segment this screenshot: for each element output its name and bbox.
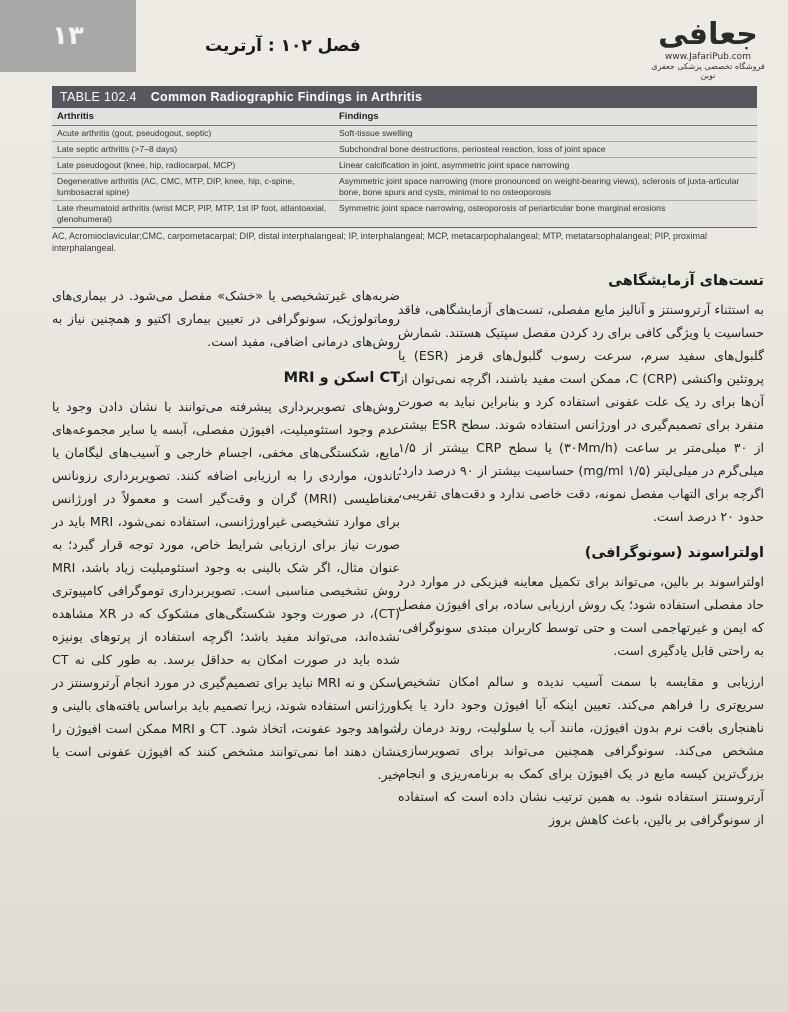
continuation-paragraph: ضربه‌های غیرتشخیصی یا «خشک» مفصل می‌شود. در بیماری‌های روماتولوژیک، سونوگرافی در تعیین بیماری اکتیو و همچنین نیاز به روش‌های درمانی اضافی، مفید است. (52, 288, 400, 349)
table-header-row (52, 108, 757, 126)
table-row (52, 201, 757, 228)
table-cell: Subchondral bone destructions, periosteal reaction, loss of joint space (334, 142, 757, 158)
table-row (52, 126, 757, 142)
table-cell: Late septic arthritis (>7–8 days) (52, 142, 334, 158)
ultrasound-paragraph-2: ارزیابی و مقایسه با سمت آسیب ندیده و سالم امکان تشخیص سریع‌تری را فراهم می‌کند. تعیین اینکه آیا افیوژن وجود دارد یا یک ناهنجاری بافت نرم بدون افیوژن، مانند آب یا سلولیت، روند درمان را مشخص می‌کند. سونوگرافی همچنین می‌تواند برای تصویرسازی بزرگ‌ترین کیسه مایع در یک افیوژن برای کمک به برنامه‌ریزی و انجام آرتروسنتز استفاده شود. به همین ترتیب نشان داده است که استفاده از سونوگرافی بر بالین، باعث کاهش بروز (398, 674, 764, 827)
ultrasound-heading: اولتراسوند (سونوگرافی) (584, 545, 764, 561)
logo-mark: جعافی (658, 17, 758, 52)
left-column (52, 284, 400, 786)
chapter-title: فصل ۱۰۲ : آرتریت (205, 36, 361, 56)
publisher-logo (648, 18, 768, 80)
ct-mri-paragraph: روش‌های تصویربرداری پیشرفته می‌توانند با نشان دادن وجود یا عدم وجود استئومیلیت، افیوژن مفصلی، آبسه یا سایر مجموعه‌های مایع، شکستگی‌های مخفی، اجسام خارجی و آسیب‌های لیگامان یا تاندون، مواردی را به ارزیابی اضافه کنند. تصویربرداری رزونانس مغناطیسی (MRI) گران و وقت‌گیر است و معمولاً در اورژانس برای موارد تشخیصی غیراورژانسی، استفاده نمی‌شود، MRI باید در صورت نیاز برای ارزیابی شرایط خاص، مورد توجه قرار گیرد؛ به عنوان مثال، اگر شک بالینی به وجود استئومیلیت زیاد باشد، MRI روش تشخیصی مناسبی است. تصویربرداری توموگرافی کامپیوتری (CT)، در صورت وجود شکستگی‌های مشکوک که در XR مشاهده نشده‌اند، می‌تواند مفید باشد؛ اگرچه استفاده از پرتوهای یونیزه شده باید در صورت امکان به حداقل برسد. به طور کلی نه CT اسکن و نه MRI نباید برای تصمیم‌گیری در مورد انجام آرتروسنتز در اورژانس استفاده شوند، زیرا تصمیم باید براساس یافته‌های بالینی و شواهد وجود عفونت، اتخاذ شود. CT و MRI ممکن است افیوژن را نشان دهند اما نمی‌توانند مشخص کنند که افیوژن عفونی است یا خیر. (52, 399, 401, 782)
table-row (52, 174, 757, 201)
table-title: Common Radiographic Findings in Arthritis (150, 90, 423, 104)
table-cell: Symmetric joint space narrowing, osteoporosis of periarticular bone marginal erosions (334, 201, 757, 228)
ct-mri-heading: CT اسکن و MRI (283, 370, 400, 386)
table-row (52, 142, 757, 158)
logo-url: www.JafariPub.com (665, 52, 751, 62)
lab-tests-heading: تست‌های آزمایشگاهی (608, 273, 764, 289)
lab-tests-paragraph: به استثناء آرتروسنتز و آنالیز مایع مفصلی، تست‌های آزمایشگاهی، فاقد حساسیت یا ویژگی کافی برای رد کردن مفصل سپتیک هستند. شمارش گلبول‌های سفید سرم، سرعت رسوب گلبول‌های قرمز (ESR) یا پروتئین واکنشی C (CRP)، ممکن است مفید باشند، اگرچه نمی‌توان از آن‌ها برای رد یک علت عفونی استفاده کرد و بنابراین نباید به صورت منفرد برای تصمیم‌گیری در اورژانس استفاده شوند. سطح ESR بیشتر از ۳۰ میلی‌متر بر ساعت (۳۰Mm/h) یا سطح CRP بیشتر از ۱/۵ میلی‌گرم در میلی‌لیتر (۱/۵ mg/ml) حساسیت بیشتر از ۹۰ درصد دارد؛ اگرچه برای التهاب مفصل نمونه، دقت خاصی ندارد و دقت‌های تقریبی، حدود ۲۰ درصد است. (398, 302, 765, 524)
page-number: ۱۳ (0, 0, 136, 72)
logo-subtitle: فروشگاه تخصصی پزشکی جعفری نوین (651, 62, 765, 80)
right-column (398, 270, 764, 831)
column-header: Arthritis (52, 108, 334, 126)
radiographic-findings-table (52, 86, 757, 228)
table-cell: Late rheumatoid arthritis (wrist MCP, PIP, MTP, 1st IP foot, atlantoaxial, glenohumeral) (52, 201, 334, 228)
table-cell: Asymmetric joint space narrowing (more pronounced on weight-bearing views), sclerosis of juxta-articular bone, bone spurs and cysts, minimal to no osteoporosis (334, 174, 757, 201)
column-header: Findings (334, 108, 757, 126)
table-cell: Degenerative arthritis (AC, CMC, MTP, DIP, knee, hip, c-spine, lumbosacral spine) (52, 174, 334, 201)
table-cell: Linear calcification in joint, asymmetric joint space narrowing (334, 158, 757, 174)
table-cell: Late pseudogout (knee, hip, radiocarpal, MCP) (52, 158, 334, 174)
table-cell: Soft-tissue swelling (334, 126, 757, 142)
table-body (52, 108, 757, 228)
table-cell: Acute arthritis (gout, pseudogout, septic) (52, 126, 334, 142)
table-caption (52, 86, 757, 108)
ultrasound-paragraph-1: اولتراسوند بر بالین، می‌تواند برای تکمیل معاینه فیزیکی در موارد درد حاد مفصلی استفاده شود؛ یک روش ارزیابی ساده، برای افیوژن مفصل که ایمن و غیرتهاجمی است و حتی توسط کاربران مبتدی سونوگرافی، به راحتی قابل یادگیری است. (398, 574, 764, 658)
table-number: TABLE 102.4 (60, 90, 137, 104)
table-footnote: AC, Acromioclavicular;CMC, carpometacarpal; DIP, distal interphalangeal; IP, interphalangeal; MCP, metacarpophalangeal; MTP, metatarsophalangeal; PIP, proximal interphalangeal. (52, 231, 708, 253)
table-row (52, 158, 757, 174)
